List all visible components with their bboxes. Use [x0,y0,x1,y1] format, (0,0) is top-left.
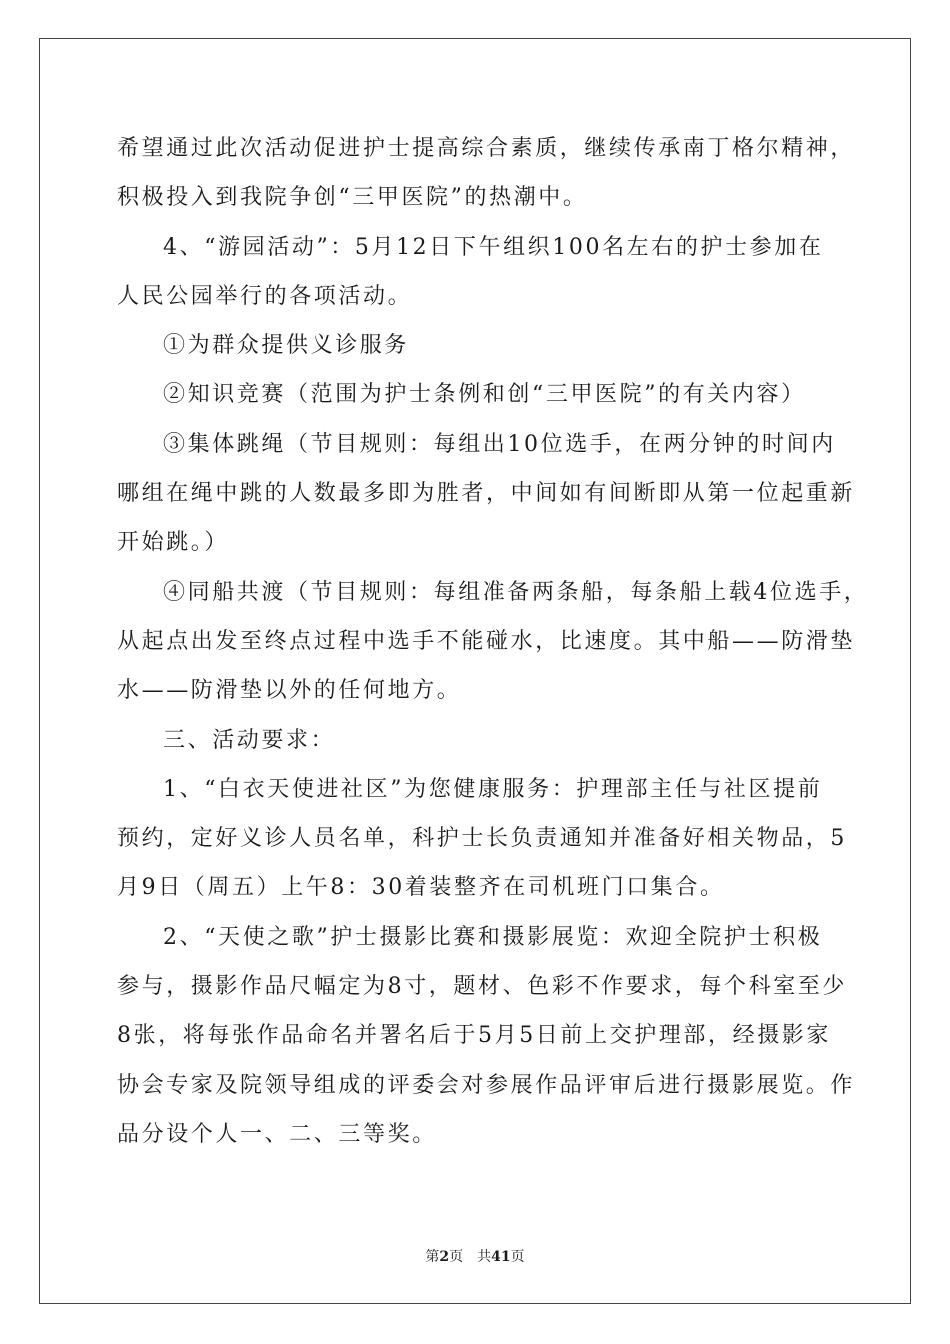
text-line: 参与，摄影作品尺幅定为8寸，题材、色彩不作要求，每个科室至少 [117,974,847,1000]
text-line: 协会专家及院领导组成的评委会对参展作品评审后进行摄影展览。作 [117,1072,856,1098]
text-line: 开始跳。） [117,530,230,556]
text-line: 2、“天使之歌”护士摄影比赛和摄影展览：欢迎全院护士积极 [163,924,823,950]
text-line: 预约，定好义诊人员名单，科护士长负责通知并准备好相关物品，5 [117,826,847,852]
text-line: ②知识竞赛（范围为护士条例和创“三甲医院”的有关内容） [163,382,806,408]
text-line: 三、活动要求： [163,727,336,753]
document-body [117,124,869,1159]
text-line: 哪组在绳中跳的人数最多即为胜者，中间如有间断即从第一位起重新 [117,481,856,507]
text-line: 品分设个人一、二、三等奖。 [117,1121,437,1147]
text-line: ③集体跳绳（节目规则：每组出10位选手，在两分钟的时间内 [163,431,836,457]
total-prefix: 共 [477,1249,492,1265]
text-line: 希望通过此次活动促进护士提高综合素质，继续传承南丁格尔精神， [117,136,856,161]
text-line: 月9日（周五）上午8：30着装整齐在司机班门口集合。 [117,875,725,901]
page-footer [0,1247,950,1267]
text-line: 积极投入到我院争创“三甲医院”的热潮中。 [117,185,588,211]
text-line: 1、“白衣天使进社区”为您健康服务：护理部主任与社区提前 [163,776,823,802]
text-line: ④同船共渡（节目规则：每组准备两条船，每条船上载4位选手， [163,579,869,605]
text-line: 8张，将每张作品命名并署名后于5月5日前上交护理部，经摄影家 [117,1023,831,1049]
page-prefix: 第 [425,1249,440,1265]
text-line: 人民公园举行的各项活动。 [117,283,413,309]
page-suffix: 页 [449,1249,464,1265]
text-line: 水——防滑垫以外的任何地方。 [117,678,462,704]
page-current: 2 [439,1249,450,1265]
page-total: 41 [491,1249,511,1265]
text-line: ①为群众提供义诊服务 [163,333,410,359]
total-suffix: 页 [510,1249,525,1265]
text-line: 4、“游园活动”：5月12日下午组织100名左右的护士参加在 [163,234,824,260]
text-line: 从起点出发至终点过程中选手不能碰水，比速度。其中船——防滑垫 [117,628,856,654]
